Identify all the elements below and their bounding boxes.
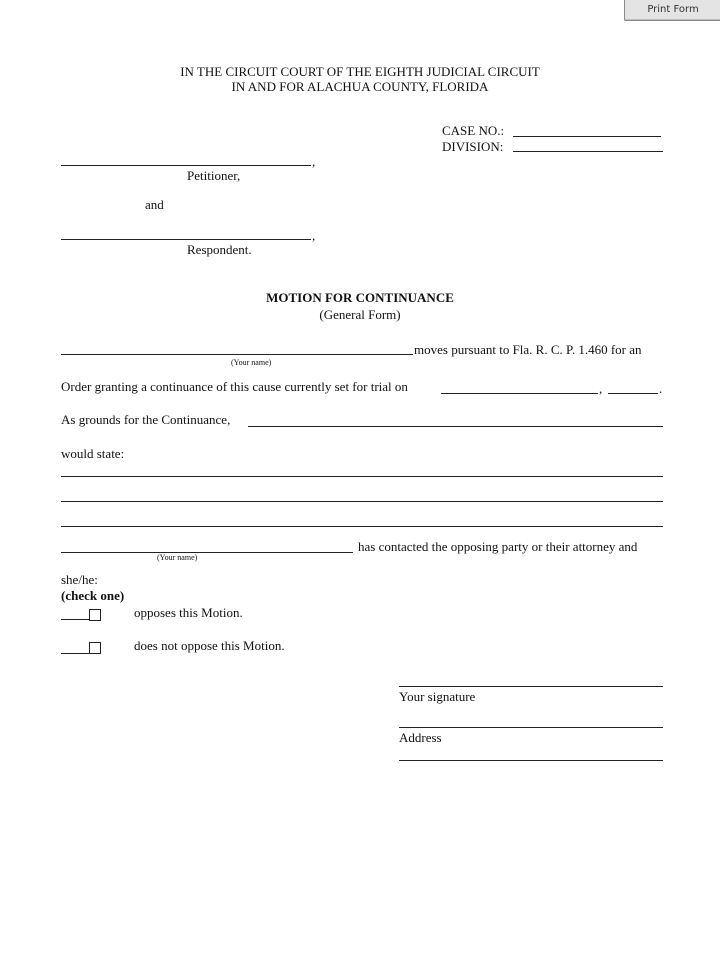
not-opposes-mark-line bbox=[61, 653, 89, 654]
grounds-text: As grounds for the Continuance, bbox=[61, 412, 231, 427]
petitioner-name-field[interactable] bbox=[61, 165, 311, 166]
print-form-button[interactable]: Print Form bbox=[624, 0, 720, 21]
opposes-checkbox[interactable] bbox=[89, 609, 101, 621]
not-opposes-checkbox[interactable] bbox=[89, 642, 101, 654]
address-label: Address bbox=[399, 730, 442, 745]
motion-title: MOTION FOR CONTINUANCE bbox=[266, 290, 454, 305]
and-label: and bbox=[145, 197, 164, 212]
contacted-text: has contacted the opposing party or their attorney and bbox=[358, 539, 638, 554]
trial-date-field[interactable] bbox=[441, 393, 598, 394]
petitioner-comma: , bbox=[312, 154, 316, 169]
moves-text: moves pursuant to Fla. R. C. P. 1.460 for an bbox=[414, 342, 642, 357]
grounds-party-field[interactable] bbox=[248, 426, 663, 427]
grounds-line-3[interactable] bbox=[61, 526, 663, 527]
would-state-label: would state: bbox=[61, 446, 125, 461]
date-period: . bbox=[659, 381, 663, 396]
your-name-caption: (Your name) bbox=[231, 358, 272, 367]
petitioner-label: Petitioner, bbox=[187, 168, 241, 183]
respondent-name-field[interactable] bbox=[61, 239, 311, 240]
respondent-comma: , bbox=[312, 228, 316, 243]
check-one-label: (check one) bbox=[61, 588, 125, 603]
address-field[interactable] bbox=[399, 727, 663, 728]
your-name-caption-2: (Your name) bbox=[157, 553, 198, 562]
trial-year-field[interactable] bbox=[608, 393, 658, 394]
opposes-option-label: opposes this Motion. bbox=[134, 605, 243, 620]
case-no-label: CASE NO.: bbox=[442, 123, 505, 138]
division-label: DIVISION: bbox=[442, 139, 504, 154]
motion-subtitle: (General Form) bbox=[319, 307, 401, 322]
case-no-field[interactable] bbox=[513, 136, 661, 137]
address-line-2[interactable] bbox=[399, 760, 663, 761]
respondent-label: Respondent. bbox=[187, 242, 252, 257]
not-opposes-option-label: does not oppose this Motion. bbox=[134, 638, 285, 653]
contacting-name-field[interactable] bbox=[61, 552, 353, 553]
order-text: Order granting a continuance of this cause currently set for trial on bbox=[61, 379, 408, 394]
signature-label: Your signature bbox=[399, 689, 476, 704]
signature-field[interactable] bbox=[399, 686, 663, 687]
grounds-line-1[interactable] bbox=[61, 476, 663, 477]
your-name-field[interactable] bbox=[61, 354, 413, 355]
shehe-label: she/he: bbox=[61, 572, 98, 587]
opposes-mark-line bbox=[61, 619, 89, 620]
court-header-line1: IN THE CIRCUIT COURT OF THE EIGHTH JUDICIAL CIRCUIT bbox=[180, 64, 540, 79]
grounds-line-2[interactable] bbox=[61, 501, 663, 502]
court-header-line2: IN AND FOR ALACHUA COUNTY, FLORIDA bbox=[231, 79, 489, 94]
division-field[interactable] bbox=[513, 151, 663, 152]
date-comma: , bbox=[599, 381, 603, 396]
